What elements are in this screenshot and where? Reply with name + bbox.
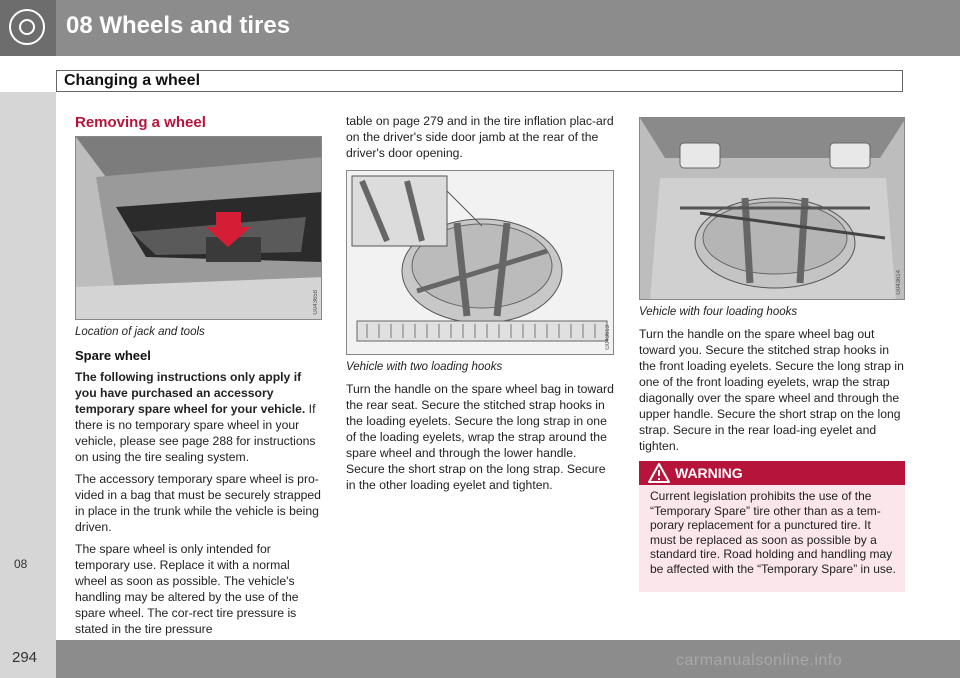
column-1 — [75, 110, 322, 637]
chapter-logo — [0, 0, 56, 56]
removing-wheel-heading: Removing a wheel — [75, 114, 206, 131]
side-tab-label: 08 — [14, 557, 28, 571]
figure-caption: Vehicle with four loading hooks — [639, 306, 798, 318]
wheel-icon — [9, 9, 45, 45]
spare-wheel-four-hooks-illustration — [640, 118, 905, 300]
warning-box — [639, 461, 905, 592]
spare-para-1-rest: If there is no temporary spare wheel in your vehicle, please see page 288 for instructions on using the tire sealing system. — [75, 402, 316, 464]
trunk-figure — [75, 136, 322, 320]
column-3 — [639, 117, 905, 454]
watermark: carmanualsonline.info — [676, 652, 843, 669]
warning-text: Current legislation prohibits the use of the “Temporary Spare” tire other than as a tem-porary replacement for a punctured tire. It must be replaced as soon as possible by a standard tire. Road holding and handling may be affected with the “Temporary Spare” in use. — [650, 489, 896, 576]
spare-para-2: The accessory temporary spare wheel is pro-vided in a bag that must be securely strapped in place in the trunk while the vehicle is being driven. — [75, 472, 321, 534]
section-title: Changing a wheel — [64, 72, 201, 89]
spare-para-1-bold: The following instructions only apply if you have purchased an accessory temporary spare wheel for your vehicle. — [75, 370, 306, 416]
warning-header — [639, 461, 905, 485]
trunk-illustration — [76, 137, 322, 320]
chapter-side-tab — [0, 92, 56, 640]
figure-code: G043614 — [896, 270, 902, 295]
page-number: 294 — [12, 649, 38, 666]
spare-wheel-heading: Spare wheel — [75, 348, 151, 363]
spare-para-3: The spare wheel is only intended for temporary use. Replace it with a normal wheel as soon as possible. The vehicle's handling may be altered by the use of the spare wheel. The cor-rect tire pressure is stated in the tire pressure — [75, 542, 299, 636]
four-hooks-figure — [639, 117, 905, 300]
spare-wheel-two-hooks-illustration — [347, 171, 614, 355]
column-2 — [346, 113, 614, 493]
continued-para: table on page 279 and in the tire inflation plac-ard on the driver's side door jamb at the rear of the driver's door opening. — [346, 114, 614, 160]
two-hooks-para: Turn the handle on the spare wheel bag in toward the rear seat. Secure the stitched strap hooks in the loading eyelets. Secure the long strap in one of the loading eyelets, wrap the strap around the spare wheel and through the lower handle. Secure the short strap on the long strap. Secure in the other loading eyelet and tighten. — [346, 382, 614, 492]
figure-code: G043613 — [605, 325, 611, 350]
figure-caption: Location of jack and tools — [75, 326, 205, 338]
warning-triangle-icon — [648, 463, 670, 483]
four-hooks-para: Turn the handle on the spare wheel bag out toward you. Secure the stitched strap hooks in the front loading eyelets. Secure the long strap in one of the front loading eyelets, wrap the strap diagonally over the spare wheel and through the upper handle. Secure the short strap on the long strap. Secure in the rear load-ing eyelet and tighten. — [639, 327, 904, 453]
spare-para-1 — [75, 369, 322, 465]
warning-title: WARNING — [675, 465, 743, 481]
figure-code: G043658 — [313, 290, 319, 315]
two-hooks-figure — [346, 170, 614, 355]
figure-caption: Vehicle with two loading hooks — [346, 361, 503, 373]
chapter-title: 08 Wheels and tires — [66, 12, 291, 39]
